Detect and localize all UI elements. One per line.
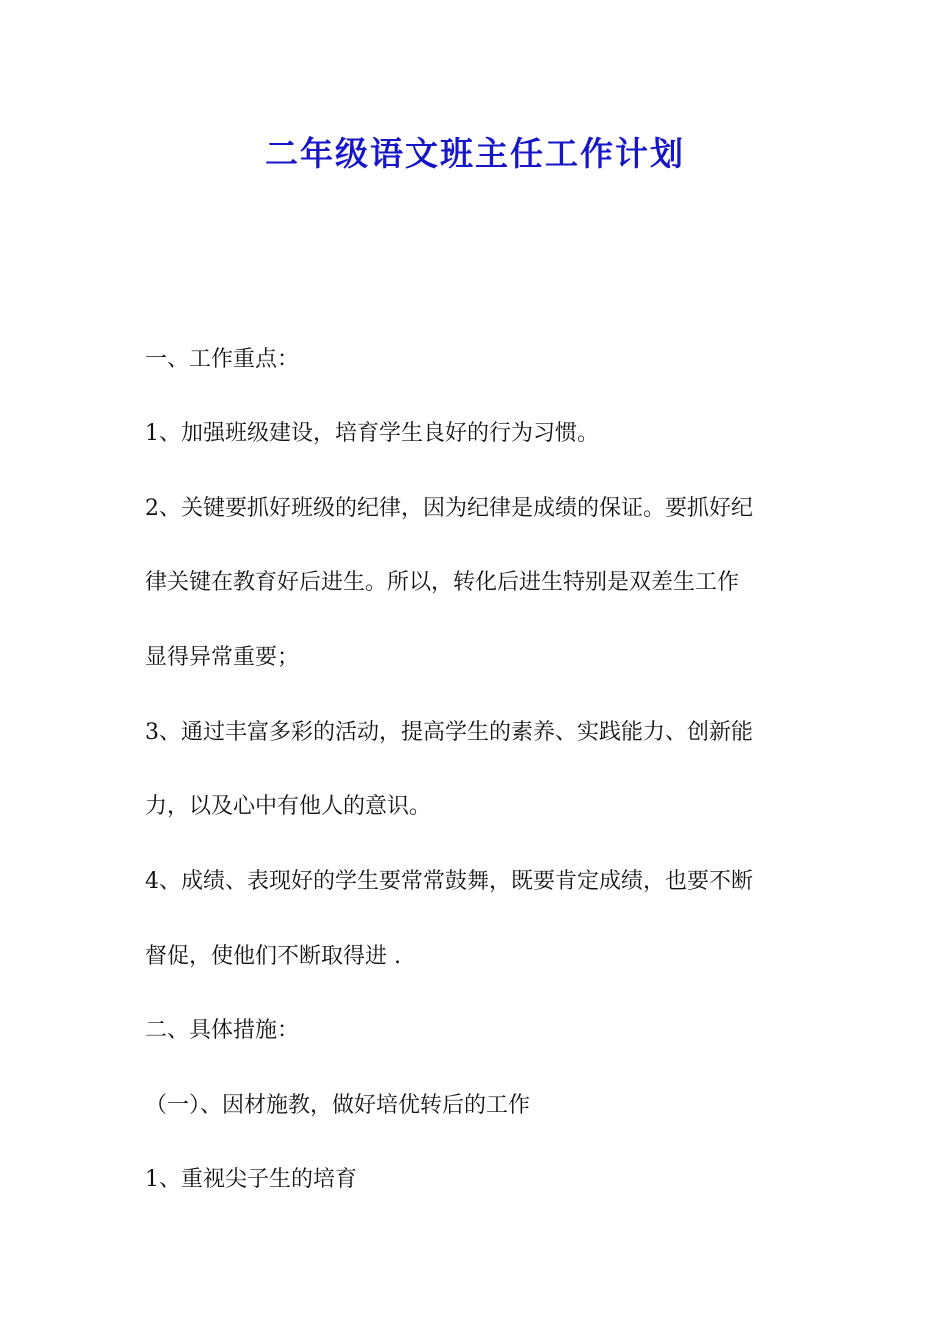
paragraph-line: 1、加强班级建设，培育学生良好的行为习惯。 — [145, 421, 599, 446]
paragraph-line: 律关键在教育好后进生。所以，转化后进生特别是双差生工作 — [145, 570, 740, 595]
paragraph-line: 督促，使他们不断取得进 . — [145, 944, 401, 969]
document-title: 二年级语文班主任工作计划 — [265, 134, 685, 173]
paragraph-line: 3、通过丰富多彩的活动，提高学生的素养、实践能力、创新能 — [145, 720, 753, 745]
paragraph-line: 显得异常重要； — [145, 645, 300, 670]
subsection-heading: （一）、因材施教，做好培优转后的工作 — [145, 1093, 531, 1118]
paragraph-line: 1、重视尖子生的培育 — [145, 1167, 357, 1192]
paragraph-line: 2、关键要抓好班级的纪律，因为纪律是成绩的保证。要抓好纪 — [145, 496, 753, 521]
section-heading-work-focus: 一、工作重点： — [145, 347, 300, 372]
paragraph-line: 4、成绩、表现好的学生要常常鼓舞，既要肯定成绩，也要不断 — [145, 869, 753, 894]
paragraph-line: 力，以及心中有他人的意识。 — [145, 794, 432, 819]
section-heading-measures: 二、具体措施： — [145, 1018, 300, 1043]
